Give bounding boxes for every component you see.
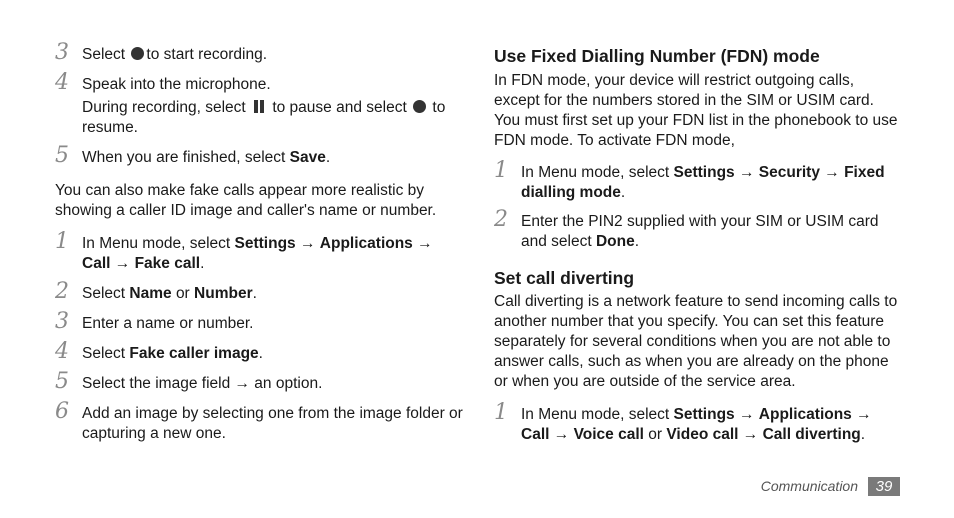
step-text-part: Select <box>82 285 126 302</box>
step-text-part: When you are finished, select <box>82 149 286 166</box>
step-number: 1 <box>494 400 508 425</box>
record-icon <box>413 100 426 113</box>
step-text: Add an image by selecting one from the image folder or capturing a new one. <box>82 405 463 442</box>
step-fdn-menu <box>494 158 904 203</box>
step-text-part: . <box>860 426 866 443</box>
arrow: → <box>299 235 316 252</box>
step-text-part: In Menu mode, select <box>521 164 670 181</box>
step-bold: Call <box>82 255 111 272</box>
step-text-part: . <box>620 184 626 201</box>
step-text-part: Enter the PIN2 supplied with your SIM or USIM card and select <box>521 213 879 250</box>
step-bold: Fake call <box>134 255 201 272</box>
step-speak <box>55 70 465 138</box>
step-bold: Settings <box>673 406 735 423</box>
step-bold: Number <box>194 285 253 302</box>
arrow: → <box>742 426 759 443</box>
step-bold: Settings <box>673 164 735 181</box>
step-caller-image <box>55 339 465 364</box>
step-text <box>521 163 904 203</box>
arrow: → <box>824 164 840 181</box>
step-text <box>82 284 465 304</box>
step-text <box>82 148 465 168</box>
record-icon <box>131 47 144 60</box>
arrow: → <box>738 406 755 423</box>
step-text: Select the image field → an option. <box>82 375 323 392</box>
step-bold: Save <box>289 149 326 166</box>
step-text-part: In Menu mode, select <box>521 406 670 423</box>
step-text-part: to pause and select <box>272 99 407 116</box>
step-text <box>82 344 465 364</box>
step-text-part: or <box>648 426 663 443</box>
step-bold: Call <box>521 426 550 443</box>
step-add-image <box>55 399 465 444</box>
fdn-paragraph: In FDN mode, your device will restrict outgoing calls, except for the numbers stored in the SIM or USIM card. You must first set up your FDN list in the phonebook to use FDN mode. To activate FDN mode, <box>494 72 898 149</box>
step-number: 4 <box>55 339 69 364</box>
step-text-part: . <box>258 345 263 362</box>
step-record <box>55 40 465 65</box>
step-text <box>82 45 465 65</box>
step-bold: Video call <box>666 426 739 443</box>
step-enter-name <box>55 309 465 334</box>
step-bold: Name <box>129 285 172 302</box>
step-text-part: Select <box>82 46 126 63</box>
step-text-part: . <box>325 149 331 166</box>
arrow: → <box>738 164 755 181</box>
step-number: 5 <box>55 369 69 394</box>
step-divert-menu <box>494 400 904 445</box>
step-menu <box>55 229 465 274</box>
step-number: 3 <box>55 309 69 334</box>
page-number: 39 <box>868 477 900 496</box>
step-text-part: to <box>432 99 446 116</box>
step-number: 1 <box>494 158 508 183</box>
step-bold: Voice call <box>573 426 644 443</box>
step-text-part: . <box>634 233 640 250</box>
step-number: 2 <box>55 279 69 304</box>
step-text-part: . <box>200 255 205 272</box>
step-text: Enter a name or number. <box>82 315 254 332</box>
arrow: → <box>417 235 433 252</box>
step-bold: Fixed dialling mode <box>521 164 885 201</box>
step-line: resume. <box>82 119 138 136</box>
step-line <box>82 98 465 118</box>
step-bold: Call diverting <box>762 426 861 443</box>
step-text-part: In Menu mode, select <box>82 235 231 252</box>
step-text-part: to start recording. <box>146 46 268 63</box>
step-line: Speak into the microphone. <box>82 76 271 93</box>
pause-icon <box>252 100 266 113</box>
step-image-field <box>55 369 465 394</box>
section-heading-fdn: Use Fixed Dialling Number (FDN) mode <box>494 46 820 66</box>
step-number: 1 <box>55 229 69 254</box>
step-select-name <box>55 279 465 304</box>
step-number: 2 <box>494 207 508 232</box>
step-bold: Fake caller image <box>129 345 259 362</box>
section-heading-diverting: Set call diverting <box>494 268 635 288</box>
step-text-part: . <box>252 285 257 302</box>
page-footer <box>700 477 900 497</box>
step-number: 5 <box>55 143 69 168</box>
step-bold: Settings <box>234 235 296 252</box>
step-bold: Security <box>758 164 820 181</box>
step-text <box>82 234 465 274</box>
diverting-paragraph: Call diverting is a network feature to send incoming calls to another number that you specify. You can set this feature separately for several conditions when you are not able to answer calls, such as when you are already on the phone or when you are outside of the service area. <box>494 293 898 390</box>
intro-paragraph: You can also make fake calls appear more realistic by showing a caller ID image and caller's name or number. <box>55 182 437 219</box>
arrow: → <box>553 426 570 443</box>
step-number: 3 <box>55 40 69 65</box>
arrow: → <box>114 255 131 272</box>
step-text <box>82 75 465 138</box>
step-number: 4 <box>55 70 69 95</box>
step-fdn-pin <box>494 207 904 252</box>
step-text <box>521 405 904 445</box>
step-text-part: During recording, select <box>82 99 246 116</box>
section-label: Communication <box>760 478 858 494</box>
step-finish <box>55 143 465 168</box>
step-bold: Applications <box>319 235 413 252</box>
arrow: → <box>856 406 872 423</box>
step-text-part: or <box>175 285 190 302</box>
step-bold: Done <box>595 233 635 250</box>
step-bold: Applications <box>758 406 852 423</box>
step-number: 6 <box>55 399 69 424</box>
step-text-part: Select <box>82 345 126 362</box>
step-text <box>521 212 904 252</box>
